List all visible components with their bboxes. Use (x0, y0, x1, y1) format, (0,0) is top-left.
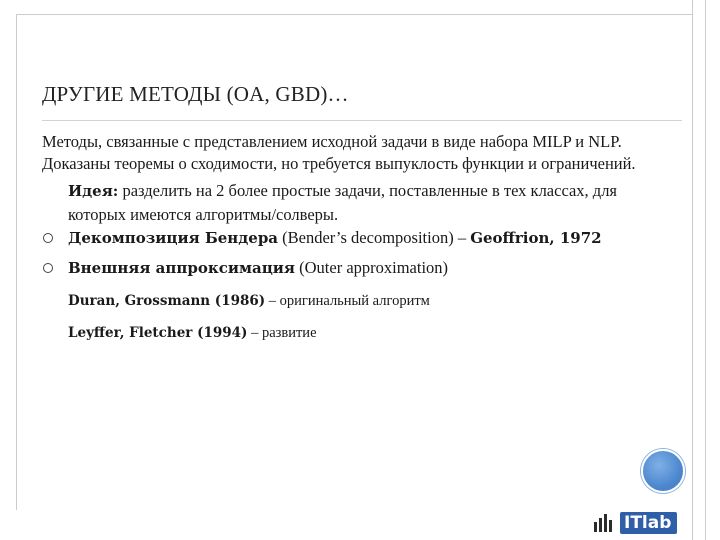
itlab-logo (594, 510, 714, 536)
idea-item (42, 179, 662, 226)
itlab-logo-text: ITlab (620, 512, 677, 534)
right-rail (692, 0, 706, 540)
idea-label: Идея: (68, 182, 119, 200)
university-mark-icon (594, 514, 614, 532)
decorative-circle (641, 449, 685, 493)
title-divider (42, 120, 682, 121)
ref1-label: Duran, Grossmann (1986) (68, 293, 266, 309)
oa-item (42, 256, 662, 280)
benders-item (42, 226, 662, 250)
ref2-label: Leyffer, Fletcher (1994) (68, 325, 248, 341)
slide-content (42, 131, 662, 344)
reference-2 (42, 322, 662, 344)
benders-ref: Geoffrion, 1972 (470, 229, 602, 247)
slide-title: ДРУГИЕ МЕТОДЫ (OA, GBD)… (42, 82, 349, 106)
oa-text: (Outer approximation) (295, 258, 449, 277)
reference-1 (42, 290, 662, 312)
benders-label: Декомпозиция Бендера (68, 229, 279, 247)
idea-text: разделить на 2 более простые задачи, поставленные в тех классах, для которых имеются алгоритмы/солверы. (68, 181, 618, 224)
ref1-text: – оригинальный алгоритм (265, 293, 430, 309)
intro-paragraph: Методы, связанные с представлением исходной задачи в виде набора MILP и NLP. Доказаны теоремы о сходимости, но требуется выпуклость функции и ограничений. (42, 132, 636, 173)
bullet-icon (43, 233, 53, 243)
oa-label: Внешняя аппроксимация (68, 259, 295, 277)
bullet-icon (43, 263, 53, 273)
benders-text: (Bender’s decomposition) – (278, 228, 471, 247)
ref2-text: – развитие (247, 325, 317, 341)
